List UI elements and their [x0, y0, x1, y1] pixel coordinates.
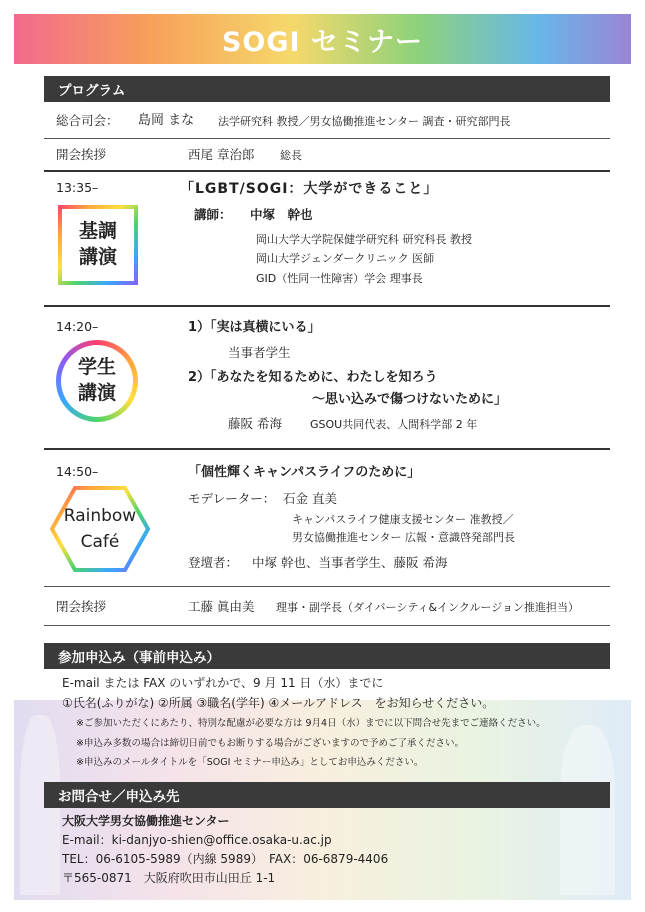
talk1-title: 1）「実は真横にいる」 — [188, 320, 321, 335]
mc-name: 島岡 まな — [138, 113, 195, 128]
talk2-title: 2）「あなたを知るために、わたしを知ろう — [188, 370, 438, 385]
registration-line: E-mail または FAX のいずれかで、9 月 11 日（水）までに — [62, 676, 384, 690]
registration-note: ※ご参加いただくにあたり、特別な配慮が必要な方は 9月4日（水）までに以下問合せ先までご連絡ください。 — [76, 718, 546, 729]
silhouette-decoration — [560, 725, 615, 895]
mc-label: 総合司会： — [56, 113, 119, 128]
mc-title: 法学研究科 教授／男女協働推進センター 調査・研究部門長 — [218, 115, 511, 128]
keynote-speaker-name: 中塚 幹也 — [250, 207, 313, 222]
contact-org: 大阪大学男女協働推進センター — [62, 814, 230, 828]
cafe-topic: 「個性輝くキャンパスライフのために」 — [188, 465, 421, 480]
student-time: 14:20– — [56, 319, 99, 334]
title-banner — [14, 14, 631, 64]
closing-name: 工藤 眞由美 — [188, 599, 255, 614]
keynote-time: 13:35– — [56, 180, 99, 195]
talk1-speaker: 当事者学生 — [228, 345, 291, 360]
rainbow-cafe-badge — [50, 486, 150, 572]
contact-heading: お問合せ／申込み先 — [58, 789, 180, 805]
closing-title: 理事・副学長（ダイバーシティ&インクルージョン推進担当） — [276, 601, 580, 614]
registration-heading: 参加申込み（事前申込み） — [58, 650, 220, 666]
opening-name: 西尾 章治郎 — [188, 147, 255, 162]
talk2-speaker: 藤阪 希海 — [228, 416, 282, 431]
registration-line: ①氏名(ふりがな) ②所属 ③職名(学年) ④メールアドレス をお知らせください。 — [62, 696, 495, 710]
opening-title: 総長 — [280, 149, 302, 162]
student-badge-line2: 講演 — [77, 382, 116, 404]
moderator-affiliation: 男女協働推進センター 広報・意識啓発部門長 — [292, 531, 516, 544]
keynote-topic: 「LGBT/SOGI：大学ができること」 — [180, 181, 439, 197]
student-badge — [56, 340, 138, 422]
keynote-badge-line2: 講演 — [78, 246, 117, 268]
moderator-name: 石金 直美 — [283, 491, 337, 506]
cafe-badge-line2: Café — [80, 532, 120, 552]
keynote-badge — [58, 205, 138, 285]
panel-label: 登壇者： — [188, 555, 239, 570]
divider — [44, 305, 610, 307]
keynote-speaker-label: 講師： — [194, 207, 232, 222]
page-title: SOGI セミナー — [221, 26, 423, 58]
student-badge-line1: 学生 — [77, 356, 116, 379]
moderator-label: モデレーター： — [188, 491, 276, 506]
closing-label: 閉会挨拶 — [56, 599, 107, 614]
opening-label: 開会挨拶 — [56, 147, 107, 162]
contact-email[interactable]: E-mail：ki-danjyo-shien@office.osaka-u.ac.jp — [62, 833, 332, 847]
keynote-affiliation: 岡山大学ジェンダークリニック 医師 — [256, 252, 435, 265]
cafe-badge-line1: Rainbow — [63, 506, 137, 526]
talk2-subtitle: ～思い込みで傷つけないために」 — [312, 392, 508, 407]
divider — [44, 170, 610, 172]
program-heading: プログラム — [58, 83, 126, 99]
contact-section-header — [44, 782, 610, 808]
contact-address: 〒565-0871 大阪府吹田市山田丘 1-1 — [62, 871, 276, 885]
moderator-affiliation: キャンパスライフ健康支援センター 准教授／ — [292, 513, 514, 526]
divider — [44, 586, 610, 587]
hexagon-frame-icon — [50, 486, 150, 572]
keynote-affiliation: GID（性同一性障害）学会 理事長 — [256, 272, 423, 285]
keynote-badge-line1: 基調 — [78, 220, 117, 243]
talk2-affiliation: GSOU共同代表、人間科学部 2 年 — [310, 418, 478, 431]
keynote-affiliation: 岡山大学大学院保健学研究科 研究科長 教授 — [256, 233, 472, 246]
registration-note: ※申込み多数の場合は締切日前でもお断りする場合がございますので予めご了承ください。 — [76, 738, 464, 749]
registration-section-header — [44, 643, 610, 669]
divider — [44, 138, 610, 139]
cafe-time: 14:50– — [56, 464, 99, 479]
panel-names: 中塚 幹也、当事者学生、藤阪 希海 — [252, 555, 448, 570]
divider — [44, 448, 610, 450]
divider — [44, 625, 610, 626]
program-section-header — [44, 76, 610, 102]
contact-phone: TEL：06-6105-5989（内線 5989） FAX：06-6879-4406 — [62, 852, 389, 866]
registration-note: ※申込みのメールタイトルを「SOGI セミナー申込み」としてお申込みください。 — [76, 757, 424, 768]
